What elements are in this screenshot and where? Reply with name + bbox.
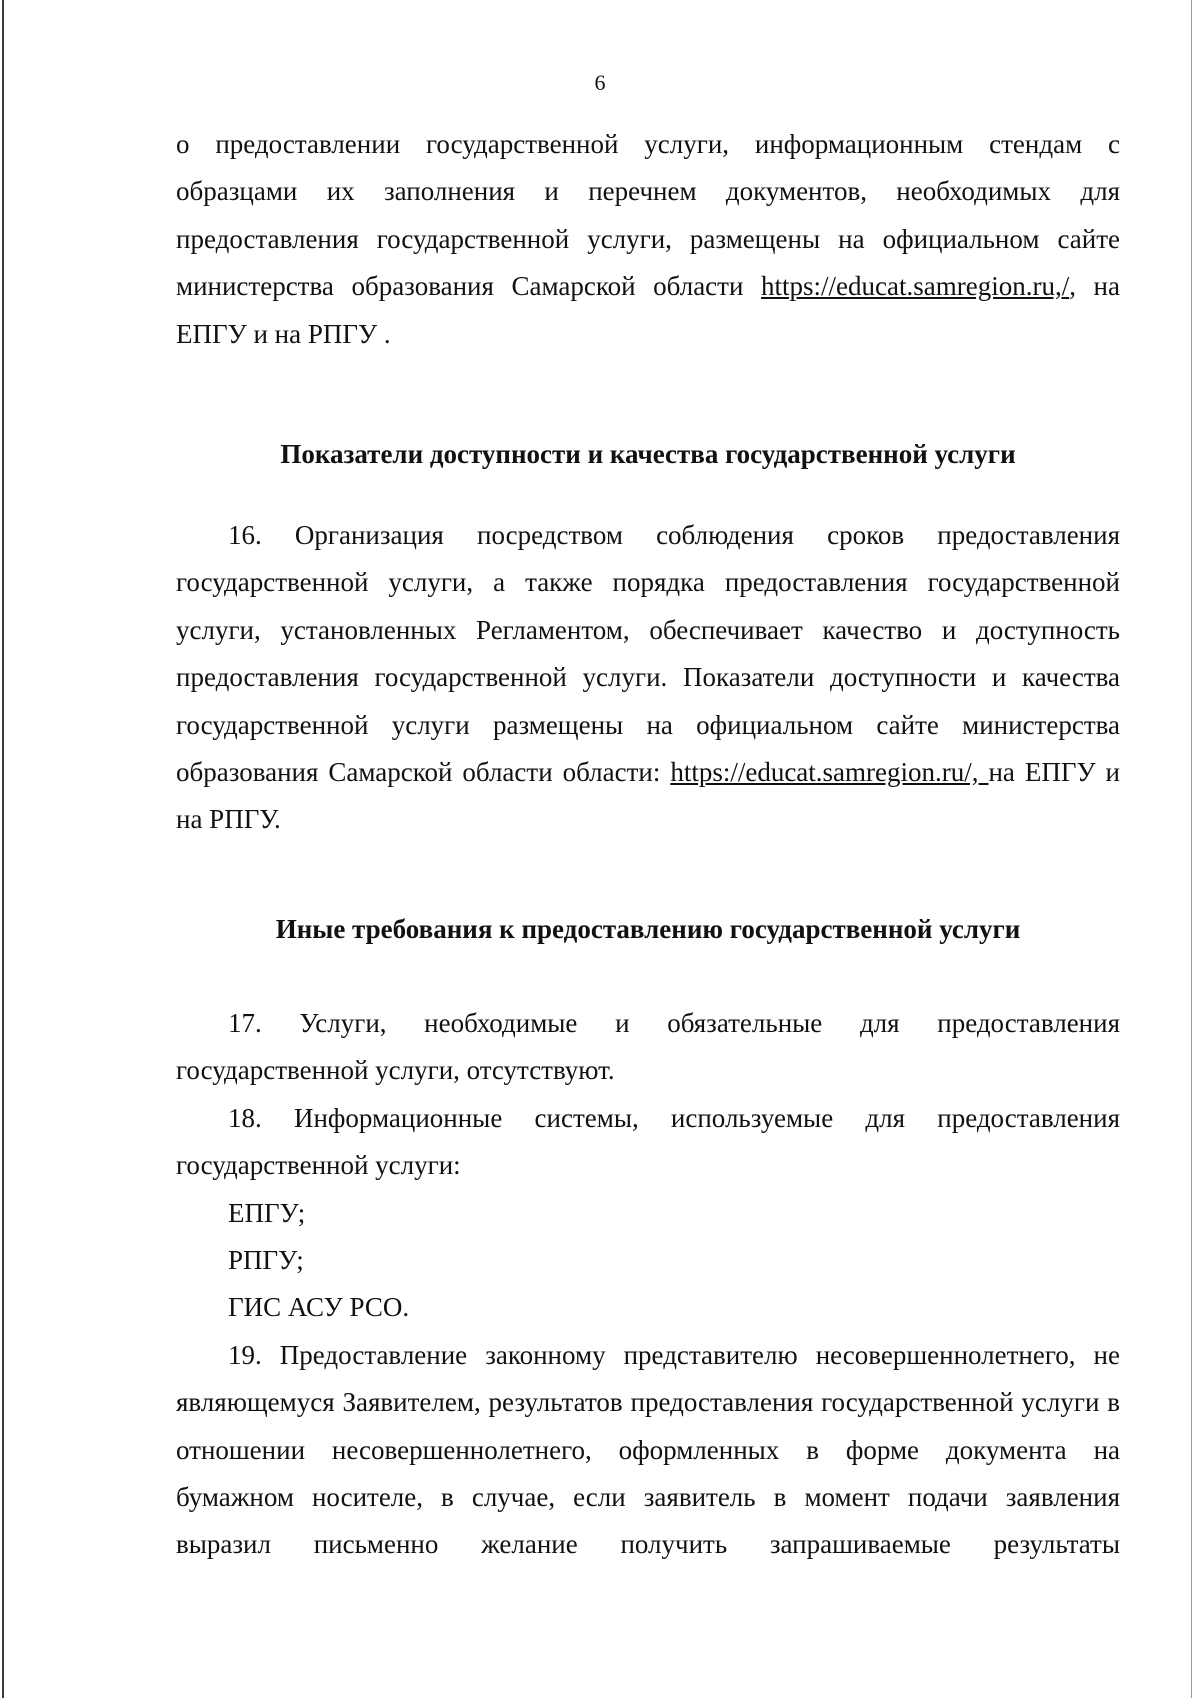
paragraph-continuation bbox=[176, 121, 1120, 358]
website-link[interactable]: https://educat.samregion.ru,/ bbox=[761, 271, 1070, 302]
paragraph-16 bbox=[176, 512, 1120, 844]
section-body-other bbox=[176, 1000, 1120, 1569]
paragraph-17: 17. Услуги, необходимые и обязательные для предоставления государственной услуги, отсутствуют. bbox=[176, 1008, 1120, 1086]
paragraph-18: 18. Информационные системы, используемые для предоставления государственной услуги: bbox=[176, 1102, 1120, 1181]
list-item: РПГУ; bbox=[228, 1245, 304, 1276]
scan-edge-right bbox=[1191, 0, 1192, 1698]
paragraph-text: , на ЕПГУ и на РПГУ . bbox=[176, 271, 1120, 349]
paragraph-19: 19. Предоставление законному представителю несовершеннолетнего, не являющемуся Заявителем, результатов предоставления государственной услуги в отношении несовершеннолетнего, оформленных в форме документа на бумажном носителе, в случае, если заявитель в момент подачи заявления выразил письменно желание получить запрашиваемые результаты bbox=[176, 1339, 1120, 1560]
paragraph-text: 16. Организация посредством соблюдения сроков предоставления государственной услуги, а также порядка предоставления государственной услуги, установленных Регламентом, обеспечивает качество и доступность предоставления государственной услуги. Показатели доступности и качества государственной услуги размещены на официальном сайте министерства образования Самарской области области: bbox=[176, 520, 1120, 788]
list-item: ЕПГУ; bbox=[228, 1197, 306, 1228]
paragraph-text: о предоставлении государственной услуги, информационным стендам с образцами их заполнения и перечнем документов, необходимых для предоставления государственной услуги, размещены на официальном сайте министерства образования Самарской области bbox=[176, 129, 1120, 302]
section-heading-other-requirements: Иные требования к предоставлению государственной услуги bbox=[275, 914, 1021, 944]
paragraph-text: на ЕПГУ и на РПГУ. bbox=[176, 757, 1120, 835]
section-heading-accessibility: Показатели доступности и качества государственной услуги bbox=[280, 439, 1016, 469]
page-number: 6 bbox=[594, 70, 606, 95]
list-item: ГИС АСУ РСО. bbox=[228, 1292, 410, 1323]
scan-edge-left bbox=[2, 0, 4, 1698]
website-link[interactable]: https://educat.samregion.ru/, bbox=[670, 757, 989, 788]
